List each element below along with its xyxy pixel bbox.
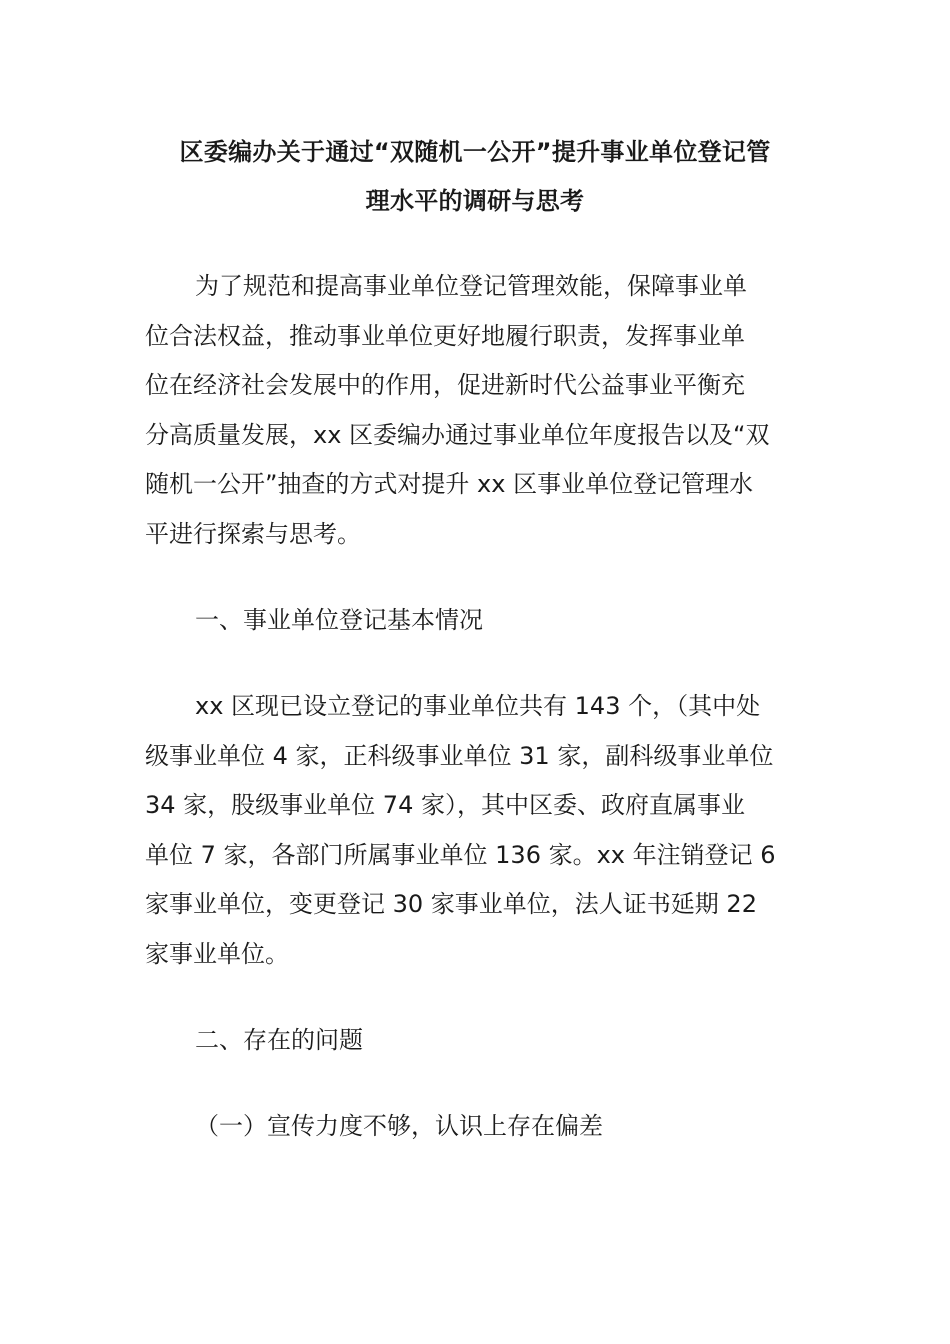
paragraph-line: 为了规范和提高事业单位登记管理效能，保障事业单 <box>195 272 747 300</box>
paragraph-line: 分高质量发展，xx 区委编办通过事业单位年度报告以及“双 <box>145 420 770 449</box>
section-heading-text: 一、事业单位登记基本情况 <box>195 606 483 634</box>
basic-info-paragraph <box>145 682 805 979</box>
paragraph-line: 单位 7 家，各部门所属事业单位 136 家。xx 年注销登记 6 <box>145 840 776 869</box>
paragraph-line: 家事业单位，变更登记 30 家事业单位，法人证书延期 22 <box>145 890 757 918</box>
paragraph-line: xx 区现已设立登记的事业单位共有 143 个，（其中处 <box>195 692 761 720</box>
paragraph-line: 位合法权益，推动事业单位更好地履行职责，发挥事业单 <box>145 321 745 350</box>
section-heading-text: 二、存在的问题 <box>195 1026 363 1054</box>
paragraph-line: 34 家，股级事业单位 74 家），其中区委、政府直属事业 <box>145 791 745 819</box>
intro-paragraph <box>145 262 805 559</box>
document-title <box>145 128 805 226</box>
paragraph-line: 位在经济社会发展中的作用，促进新时代公益事业平衡充 <box>145 371 745 399</box>
title-line: 区委编办关于通过“双随机一公开”提升事业单位登记管 <box>179 138 771 166</box>
subsection-heading-text: （一）宣传力度不够，认识上存在偏差 <box>195 1112 603 1140</box>
paragraph-line: 平进行探索与思考。 <box>145 519 361 548</box>
paragraph-line: 家事业单位。 <box>145 939 289 968</box>
subsection-heading <box>145 1102 805 1152</box>
paragraph-line: 随机一公开”抽查的方式对提升 xx 区事业单位登记管理水 <box>145 470 754 498</box>
section-heading <box>145 1016 805 1066</box>
section-heading <box>145 596 805 646</box>
paragraph-line: 级事业单位 4 家，正科级事业单位 31 家，副科级事业单位 <box>145 741 774 770</box>
title-line: 理水平的调研与思考 <box>365 187 585 215</box>
